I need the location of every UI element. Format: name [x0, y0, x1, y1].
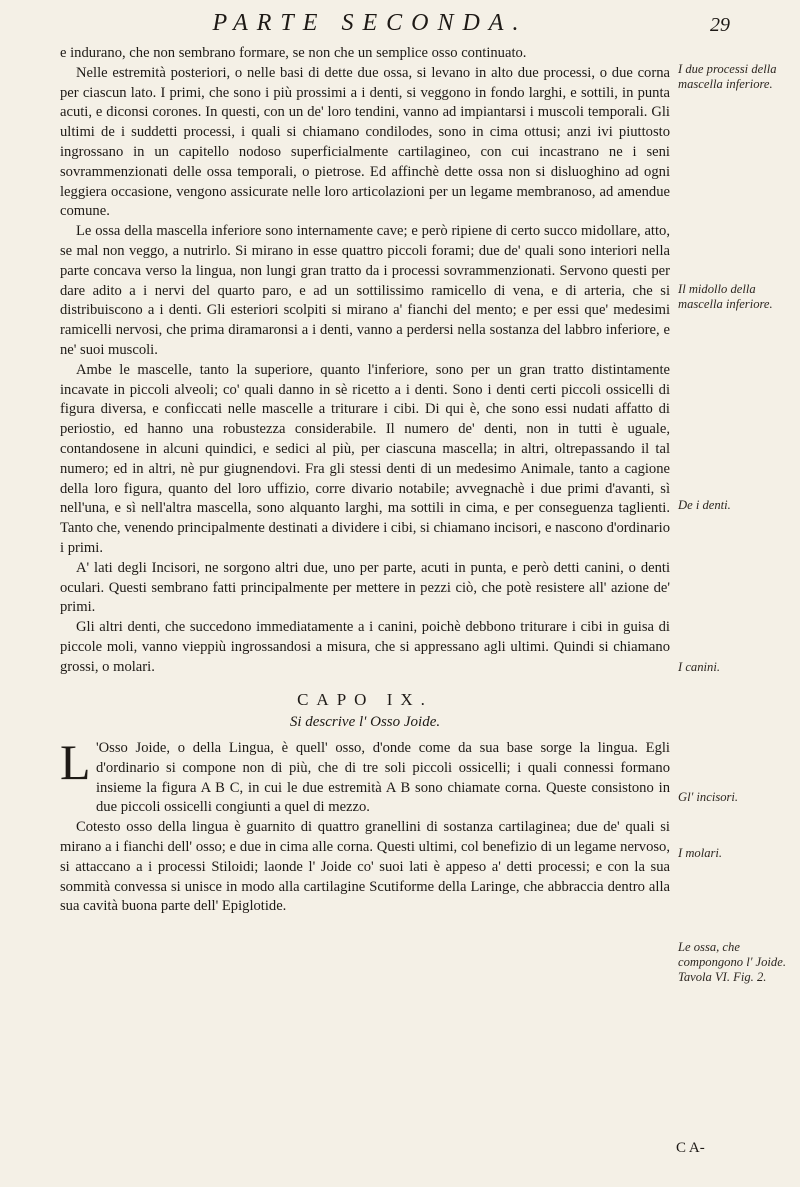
chapter-paragraph-text: 'Osso Joide, o della Lingua, è quell' osso, d'onde come da sua base sorge la lingua. Egli d'ordinario si compone non di più, che di tre soli piccoli ossicelli; i quali connessi formano insieme la figura A B C, in cui le due estremità A B sono chiamate corna. Queste consistono in due piccoli ossicelli congiunti a quel di mezzo.: [96, 740, 670, 816]
drop-cap: L: [60, 734, 91, 791]
margin-note: I canini.: [678, 660, 720, 674]
chapter-heading: CAPO IX.: [297, 689, 433, 709]
chapter-paragraph: [60, 734, 670, 818]
paragraph: Nelle estremità posteriori, o nelle basi di dette due ossa, si levano in alto due processi, o due corna per ciascun lato. I primi, che sono i più prossimi a i denti, si veggono in fondo larghi, e sottili, in punta acuti, e diconsi corones. In questi, con un de' loro tendini, vanno ad impiantarsi i muscoli temporali. Gli ultimi de i suddetti processi, i quali si chiamano condilodes, sono in cima ottusi; anzi ivi piuttosto ingrossano in un capitello nodoso superficialmente cartilagineo, con cui incastrano ne i seni sovrammenzionati delle ossa temporali, o pietrose. Ed affinchè dette ossa non si disluoghino ad ogni leggiera occasione, vengono assicurate nelle loro articolazioni per un legame membranoso, ad amendue comune.: [60, 64, 670, 220]
paragraph: Ambe le mascelle, tanto la superiore, quanto l'inferiore, sono per un gran tratto distintamente incavate in piccoli alveoli; co' quali danno in sè ricetto a i denti. Sono i denti certi piccoli ossicelli di figura diversa, e conficcati nelle mascelle a triturare i cibi. Di qui è, che sono essi nudati affatto di periostio, ed hanno una robustezza considerabile. Il numero de' denti, non in tutti è uguale, contandosene in alcuni quindici, e sedici al più, per ciascuna mascella; in altri, oltrepassando il tal numero; ed in altri, nè pur giugnendovi. Fra gli stessi denti di un medesimo Animale, tanto a cagione della loro figura, quanto del loro uffizio, corre divario notabile; avvegnachè i due primi d'avanti, sì nell'una, e sì nell'altra mascella, sono alquanto larghi, ma sottili in cima, e per conseguenza taglienti. Tanto che, venendo principalmente destinati a dividere i cibi, si chiamano incisori, e nascono d'ordinario i primi.: [60, 361, 670, 556]
paragraph: A' lati degli Incisori, ne sorgono altri due, uno per parte, acuti in punta, e però detti canini, o denti oculari. Questi sembrano fatti principalmente per mettere in pezzi ciò, che potè resistere all' azione de' primi.: [60, 559, 670, 616]
main-text: [60, 44, 670, 917]
paragraph: Le ossa della mascella inferiore sono internamente cave; e però ripiene di certo succo midollare, atto, se mal non veggo, a nutrirlo. Si mirano in esse quattro piccoli forami; due de' quali sono interiori nella parte concava verso la lingua, non lungi gran tratto da i processi sovrammenzionati. Servono questi per dare adito a i nervi del quarto paro, e ad un sottilissimo ramicello di vena, e di arteria, che si distribuiscono a i denti. Gli esteriori scolpiti si mirano a' fianchi del mento; e per essi que' medesimi ramicelli nervosi, che prima diramaronsi a i denti, vanno a perdersi nella sostanza del labbro inferiore, e ne' suoi muscoli.: [60, 223, 670, 358]
running-head: PARTE SECONDA.: [212, 10, 528, 36]
paragraph: Gli altri denti, che succedono immediatamente a i canini, poichè debbono triturare i cibi in guisa di piccole moli, vanno vieppiù ingrossandosi a misura, che si appressano agli ultimi. Quindi si chiamano grossi, o molari.: [60, 619, 670, 675]
catchword: C A-: [676, 1140, 705, 1156]
chapter-paragraph: Cotesto osso della lingua è guarnito di quattro granellini di sostanza cartilaginea; due de' quali si mirano a i fianchi dell' osso; e due in cima alle corna. Questi ultimi, col benefizio di un legame nervoso, si attaccano a i processi Stiloidi; laonde l' Joide co' suoi lati è appeso a' detti processi; e con la sua sommità convessa si unisce in modo alla cartilagine Scutiforme della Laringe, che abbraccia dentro alla sua cavità buona parte dell' Epiglotide.: [60, 819, 670, 915]
margin-note: Il midollo della mascella inferiore.: [678, 282, 773, 311]
margin-note: Le ossa, che compongono l' Joide. Tavola VI. Fig. 2.: [678, 940, 786, 984]
margin-note: I due processi della mascella inferiore.: [678, 62, 777, 91]
margin-note: I molari.: [678, 846, 723, 860]
margin-note: Gl' incisori.: [678, 790, 739, 804]
paragraph: e indurano, che non sembrano formare, se non che un semplice osso continuato.: [60, 45, 527, 61]
margin-note: De i denti.: [678, 498, 731, 512]
chapter-subtitle: Si descrive l' Osso Joide.: [289, 714, 441, 731]
page-number: 29: [710, 14, 730, 36]
